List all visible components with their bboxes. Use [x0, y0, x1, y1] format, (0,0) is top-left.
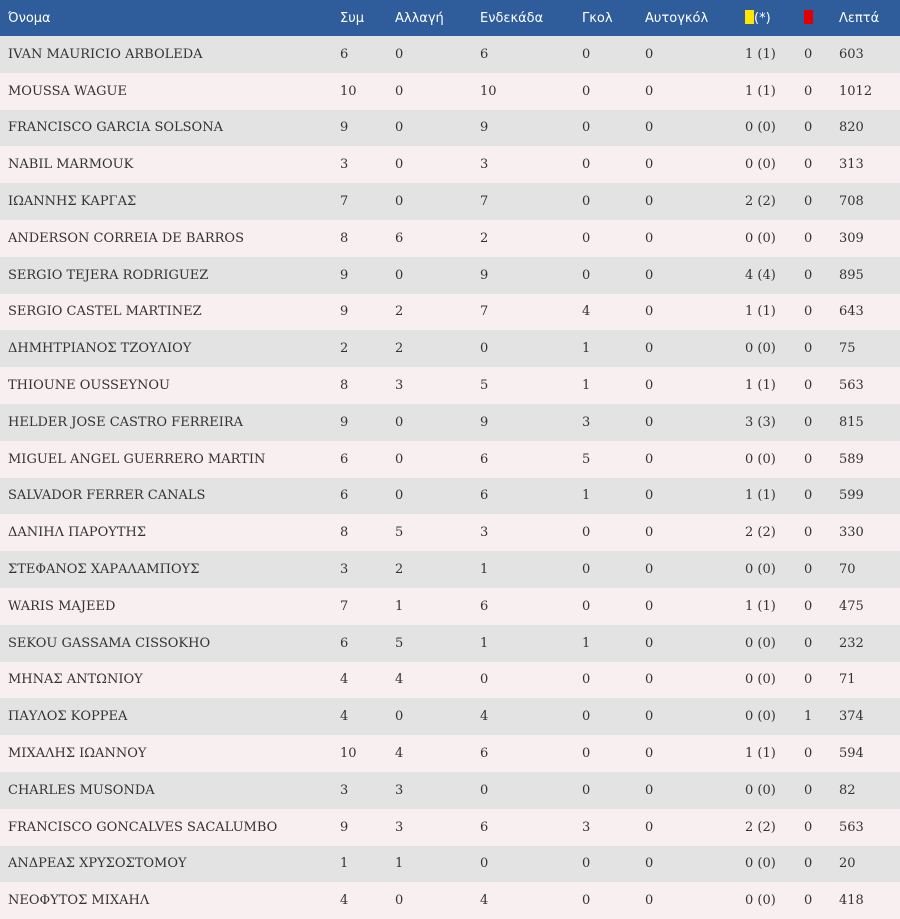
cell-substitute: 6	[395, 230, 404, 246]
cell-goals: 0	[582, 267, 591, 283]
cell-yellow-cards: 2 (2)	[745, 525, 776, 541]
cell-red-cards: 0	[804, 893, 813, 909]
cell-yellow-cards: 0 (0)	[745, 230, 776, 246]
table-header	[0, 0, 900, 36]
cell-player-name[interactable]: CHARLES MUSONDA	[8, 782, 155, 798]
header-red-cards[interactable]	[796, 0, 831, 36]
cell-substitute: 0	[395, 157, 404, 173]
cell-substitute: 3	[395, 378, 404, 394]
cell-yellow-cards: 1 (1)	[745, 746, 776, 762]
cell-appearances: 6	[340, 46, 349, 62]
header-substitute[interactable]: Αλλαγή	[395, 10, 444, 26]
table-row[interactable]	[0, 257, 900, 294]
cell-substitute: 0	[395, 709, 404, 725]
cell-red-cards: 0	[804, 635, 813, 651]
red-card-icon	[804, 10, 813, 24]
cell-yellow-cards: 1 (1)	[745, 46, 776, 62]
cell-own-goals: 0	[645, 525, 654, 541]
cell-starting: 7	[480, 304, 489, 320]
cell-own-goals: 0	[645, 304, 654, 320]
cell-red-cards: 0	[804, 562, 813, 578]
cell-goals: 0	[582, 194, 591, 210]
cell-substitute: 0	[395, 893, 404, 909]
cell-own-goals: 0	[645, 378, 654, 394]
cell-appearances: 7	[340, 194, 349, 210]
cell-player-name[interactable]: THIOUNE OUSSEYNOU	[8, 378, 171, 394]
cell-appearances: 3	[340, 562, 349, 578]
cell-substitute: 0	[395, 414, 404, 430]
cell-goals: 0	[582, 46, 591, 62]
cell-own-goals: 0	[645, 194, 654, 210]
cell-starting: 3	[480, 157, 489, 173]
cell-yellow-cards: 2 (2)	[745, 819, 776, 835]
cell-red-cards: 0	[804, 488, 813, 504]
header-appearances[interactable]: Συμ	[340, 10, 365, 26]
cell-own-goals: 0	[645, 267, 654, 283]
cell-red-cards: 0	[804, 120, 813, 136]
cell-player-name[interactable]: HELDER JOSE CASTRO FERREIRA	[8, 414, 244, 430]
cell-yellow-cards: 0 (0)	[745, 451, 776, 467]
cell-goals: 0	[582, 120, 591, 136]
table-row[interactable]	[0, 220, 900, 257]
cell-appearances: 7	[340, 598, 349, 614]
cell-own-goals: 0	[645, 819, 654, 835]
cell-own-goals: 0	[645, 451, 654, 467]
table-row[interactable]	[0, 73, 900, 110]
table-row[interactable]	[0, 588, 900, 625]
cell-starting: 0	[480, 782, 489, 798]
cell-minutes: 815	[839, 414, 864, 430]
cell-appearances: 10	[340, 746, 357, 762]
cell-own-goals: 0	[645, 157, 654, 173]
table-row[interactable]	[0, 735, 900, 772]
cell-substitute: 0	[395, 46, 404, 62]
cell-own-goals: 0	[645, 46, 654, 62]
cell-red-cards: 0	[804, 672, 813, 688]
cell-player-name[interactable]: SERGIO CASTEL MARTINEZ	[8, 304, 202, 320]
cell-starting: 6	[480, 46, 489, 62]
cell-starting: 2	[480, 230, 489, 246]
cell-starting: 5	[480, 378, 489, 394]
cell-red-cards: 0	[804, 83, 813, 99]
cell-minutes: 599	[839, 488, 864, 504]
table-row[interactable]	[0, 183, 900, 220]
cell-yellow-cards: 1 (1)	[745, 304, 776, 320]
cell-red-cards: 0	[804, 267, 813, 283]
cell-minutes: 589	[839, 451, 864, 467]
cell-minutes: 70	[839, 562, 856, 578]
table-row[interactable]	[0, 514, 900, 551]
table-row[interactable]	[0, 846, 900, 883]
cell-yellow-cards: 0 (0)	[745, 157, 776, 173]
cell-yellow-cards: 0 (0)	[745, 635, 776, 651]
cell-yellow-cards: 0 (0)	[745, 709, 776, 725]
cell-minutes: 1012	[839, 83, 873, 99]
cell-yellow-cards: 1 (1)	[745, 83, 776, 99]
cell-appearances: 1	[340, 856, 349, 872]
table-row[interactable]	[0, 698, 900, 735]
cell-yellow-cards: 0 (0)	[745, 341, 776, 357]
table-row[interactable]	[0, 404, 900, 441]
yellow-card-icon	[745, 10, 754, 24]
cell-minutes: 475	[839, 598, 864, 614]
cell-own-goals: 0	[645, 672, 654, 688]
cell-player-name[interactable]: ΔΗΜΗΤΡΙΑΝΟΣ ΤΖΟΥΛΙΟΥ	[8, 341, 192, 357]
cell-red-cards: 0	[804, 451, 813, 467]
cell-starting: 9	[480, 120, 489, 136]
cell-minutes: 20	[839, 856, 856, 872]
cell-yellow-cards: 0 (0)	[745, 782, 776, 798]
cell-goals: 0	[582, 672, 591, 688]
cell-appearances: 3	[340, 157, 349, 173]
cell-own-goals: 0	[645, 635, 654, 651]
cell-appearances: 6	[340, 488, 349, 504]
cell-minutes: 563	[839, 378, 864, 394]
cell-red-cards: 0	[804, 819, 813, 835]
cell-red-cards: 0	[804, 341, 813, 357]
cell-yellow-cards: 0 (0)	[745, 120, 776, 136]
cell-goals: 0	[582, 746, 591, 762]
cell-player-name[interactable]: NABIL MARMOUK	[8, 157, 134, 173]
cell-yellow-cards: 0 (0)	[745, 562, 776, 578]
cell-substitute: 0	[395, 451, 404, 467]
cell-starting: 0	[480, 672, 489, 688]
header-yellow-cards[interactable]	[737, 0, 796, 36]
table-row[interactable]	[0, 625, 900, 662]
cell-appearances: 9	[340, 267, 349, 283]
table-body	[0, 36, 900, 919]
cell-substitute: 0	[395, 120, 404, 136]
cell-player-name[interactable]: ΝΕΟΦΥΤΟΣ ΜΙΧΑΗΛ	[8, 893, 150, 909]
cell-starting: 0	[480, 341, 489, 357]
cell-appearances: 8	[340, 378, 349, 394]
cell-minutes: 594	[839, 746, 864, 762]
cell-minutes: 82	[839, 782, 856, 798]
cell-player-name[interactable]: SALVADOR FERRER CANALS	[8, 488, 206, 504]
cell-starting: 1	[480, 562, 489, 578]
cell-appearances: 3	[340, 782, 349, 798]
table-row[interactable]	[0, 662, 900, 699]
cell-red-cards: 0	[804, 746, 813, 762]
cell-starting: 6	[480, 746, 489, 762]
cell-goals: 1	[582, 488, 591, 504]
cell-player-name[interactable]: FRANCISCO GARCIA SOLSONA	[8, 120, 223, 136]
cell-minutes: 374	[839, 709, 864, 725]
cell-player-name[interactable]: ANDERSON CORREIA DE BARROS	[8, 230, 244, 246]
cell-red-cards: 0	[804, 598, 813, 614]
cell-goals: 0	[582, 157, 591, 173]
cell-appearances: 6	[340, 635, 349, 651]
cell-goals: 3	[582, 414, 591, 430]
cell-substitute: 5	[395, 635, 404, 651]
cell-goals: 0	[582, 782, 591, 798]
cell-player-name[interactable]: ΙΩΑΝΝΗΣ ΚΑΡΓΑΣ	[8, 194, 137, 210]
cell-player-name[interactable]: SERGIO TEJERA RODRIGUEZ	[8, 267, 209, 283]
cell-player-name[interactable]: MOUSSA WAGUE	[8, 83, 127, 99]
cell-yellow-cards: 0 (0)	[745, 856, 776, 872]
cell-substitute: 0	[395, 194, 404, 210]
cell-own-goals: 0	[645, 488, 654, 504]
cell-player-name[interactable]: MIGUEL ANGEL GUERRERO MARTIN	[8, 451, 266, 467]
cell-substitute: 0	[395, 267, 404, 283]
cell-appearances: 4	[340, 672, 349, 688]
cell-minutes: 313	[839, 157, 864, 173]
cell-substitute: 4	[395, 746, 404, 762]
cell-player-name[interactable]: SEKOU GASSAMA CISSOKHO	[8, 635, 211, 651]
cell-goals: 0	[582, 598, 591, 614]
cell-red-cards: 0	[804, 525, 813, 541]
cell-starting: 1	[480, 635, 489, 651]
cell-substitute: 1	[395, 598, 404, 614]
cell-minutes: 643	[839, 304, 864, 320]
cell-appearances: 4	[340, 893, 349, 909]
table-row[interactable]	[0, 36, 900, 73]
cell-player-name[interactable]: ΑΝΔΡΕΑΣ ΧΡΥΣΟΣΤΟΜΟΥ	[8, 856, 187, 872]
cell-yellow-cards: 2 (2)	[745, 194, 776, 210]
cell-own-goals: 0	[645, 120, 654, 136]
cell-appearances: 6	[340, 451, 349, 467]
cell-own-goals: 0	[645, 856, 654, 872]
cell-starting: 6	[480, 819, 489, 835]
table-row[interactable]	[0, 294, 900, 331]
cell-minutes: 708	[839, 194, 864, 210]
cell-own-goals: 0	[645, 414, 654, 430]
cell-red-cards: 0	[804, 782, 813, 798]
cell-minutes: 330	[839, 525, 864, 541]
cell-own-goals: 0	[645, 83, 654, 99]
cell-red-cards: 0	[804, 378, 813, 394]
cell-goals: 4	[582, 304, 591, 320]
header-row	[0, 0, 900, 36]
table-row[interactable]	[0, 110, 900, 147]
table-row[interactable]	[0, 330, 900, 367]
cell-starting: 10	[480, 83, 497, 99]
cell-red-cards: 0	[804, 414, 813, 430]
cell-substitute: 5	[395, 525, 404, 541]
cell-starting: 4	[480, 893, 489, 909]
header-minutes[interactable]: Λεπτά	[839, 10, 880, 26]
cell-goals: 1	[582, 635, 591, 651]
cell-yellow-cards: 1 (1)	[745, 378, 776, 394]
cell-minutes: 71	[839, 672, 856, 688]
cell-player-name[interactable]: ΣΤΕΦΑΝΟΣ ΧΑΡΑΛΑΜΠΟΥΣ	[8, 562, 200, 578]
table-row[interactable]	[0, 809, 900, 846]
cell-minutes: 309	[839, 230, 864, 246]
cell-starting: 9	[480, 267, 489, 283]
cell-appearances: 8	[340, 525, 349, 541]
yellow-card-suffix: (*)	[754, 11, 771, 26]
cell-appearances: 9	[340, 120, 349, 136]
cell-goals: 0	[582, 230, 591, 246]
cell-red-cards: 0	[804, 856, 813, 872]
cell-appearances: 8	[340, 230, 349, 246]
cell-own-goals: 0	[645, 782, 654, 798]
cell-player-name[interactable]: WARIS MAJEED	[8, 598, 116, 614]
cell-substitute: 2	[395, 562, 404, 578]
cell-minutes: 563	[839, 819, 864, 835]
cell-goals: 0	[582, 525, 591, 541]
cell-player-name[interactable]: IVAN MAURICIO ARBOLEDA	[8, 46, 203, 62]
cell-appearances: 10	[340, 83, 357, 99]
header-own-goals[interactable]: Αυτογκόλ	[645, 10, 709, 26]
cell-substitute: 3	[395, 819, 404, 835]
cell-substitute: 0	[395, 83, 404, 99]
cell-red-cards: 0	[804, 194, 813, 210]
table-row[interactable]	[0, 367, 900, 404]
cell-substitute: 2	[395, 304, 404, 320]
table-row[interactable]	[0, 772, 900, 809]
cell-yellow-cards: 0 (0)	[745, 893, 776, 909]
cell-yellow-cards: 1 (1)	[745, 598, 776, 614]
cell-appearances: 9	[340, 819, 349, 835]
cell-minutes: 895	[839, 267, 864, 283]
cell-goals: 1	[582, 341, 591, 357]
cell-appearances: 9	[340, 304, 349, 320]
cell-yellow-cards: 4 (4)	[745, 267, 776, 283]
cell-starting: 3	[480, 525, 489, 541]
header-name[interactable]: Όνομα	[8, 10, 51, 26]
cell-substitute: 1	[395, 856, 404, 872]
cell-appearances: 2	[340, 341, 349, 357]
cell-substitute: 3	[395, 782, 404, 798]
cell-own-goals: 0	[645, 562, 654, 578]
header-goals[interactable]: Γκολ	[582, 10, 613, 26]
cell-red-cards: 0	[804, 46, 813, 62]
cell-starting: 9	[480, 414, 489, 430]
cell-goals: 0	[582, 709, 591, 725]
cell-goals: 5	[582, 451, 591, 467]
cell-player-name[interactable]: ΠΑΥΛΟΣ ΚΟΡΡΕΑ	[8, 709, 128, 725]
cell-player-name[interactable]: ΔΑΝΙΗΛ ΠΑΡΟΥΤΗΣ	[8, 525, 147, 541]
cell-own-goals: 0	[645, 341, 654, 357]
cell-goals: 3	[582, 819, 591, 835]
cell-appearances: 4	[340, 709, 349, 725]
cell-substitute: 2	[395, 341, 404, 357]
cell-player-name[interactable]: FRANCISCO GONCALVES SACALUMBO	[8, 819, 278, 835]
cell-goals: 0	[582, 83, 591, 99]
cell-red-cards: 0	[804, 157, 813, 173]
cell-starting: 6	[480, 598, 489, 614]
cell-goals: 0	[582, 893, 591, 909]
table-row[interactable]	[0, 551, 900, 588]
cell-starting: 6	[480, 488, 489, 504]
cell-minutes: 418	[839, 893, 864, 909]
cell-goals: 1	[582, 378, 591, 394]
cell-minutes: 820	[839, 120, 864, 136]
cell-appearances: 9	[340, 414, 349, 430]
cell-starting: 0	[480, 856, 489, 872]
cell-starting: 4	[480, 709, 489, 725]
cell-substitute: 4	[395, 672, 404, 688]
table-row[interactable]	[0, 146, 900, 183]
cell-starting: 7	[480, 194, 489, 210]
cell-yellow-cards: 1 (1)	[745, 488, 776, 504]
cell-player-name[interactable]: ΜΗΝΑΣ ΑΝΤΩΝΙΟΥ	[8, 672, 143, 688]
table-row[interactable]	[0, 478, 900, 515]
cell-substitute: 0	[395, 488, 404, 504]
cell-own-goals: 0	[645, 230, 654, 246]
table-row[interactable]	[0, 441, 900, 478]
table-row[interactable]	[0, 882, 900, 919]
cell-yellow-cards: 3 (3)	[745, 414, 776, 430]
cell-minutes: 603	[839, 46, 864, 62]
cell-own-goals: 0	[645, 709, 654, 725]
cell-minutes: 75	[839, 341, 856, 357]
cell-goals: 0	[582, 856, 591, 872]
cell-red-cards: 0	[804, 230, 813, 246]
cell-red-cards: 1	[804, 709, 813, 725]
cell-starting: 6	[480, 451, 489, 467]
cell-yellow-cards: 0 (0)	[745, 672, 776, 688]
cell-own-goals: 0	[645, 746, 654, 762]
cell-goals: 0	[582, 562, 591, 578]
header-starting[interactable]: Ενδεκάδα	[480, 10, 544, 26]
cell-own-goals: 0	[645, 893, 654, 909]
cell-player-name[interactable]: ΜΙΧΑΛΗΣ ΙΩΑΝΝΟΥ	[8, 746, 147, 762]
cell-own-goals: 0	[645, 598, 654, 614]
cell-minutes: 232	[839, 635, 864, 651]
cell-red-cards: 0	[804, 304, 813, 320]
